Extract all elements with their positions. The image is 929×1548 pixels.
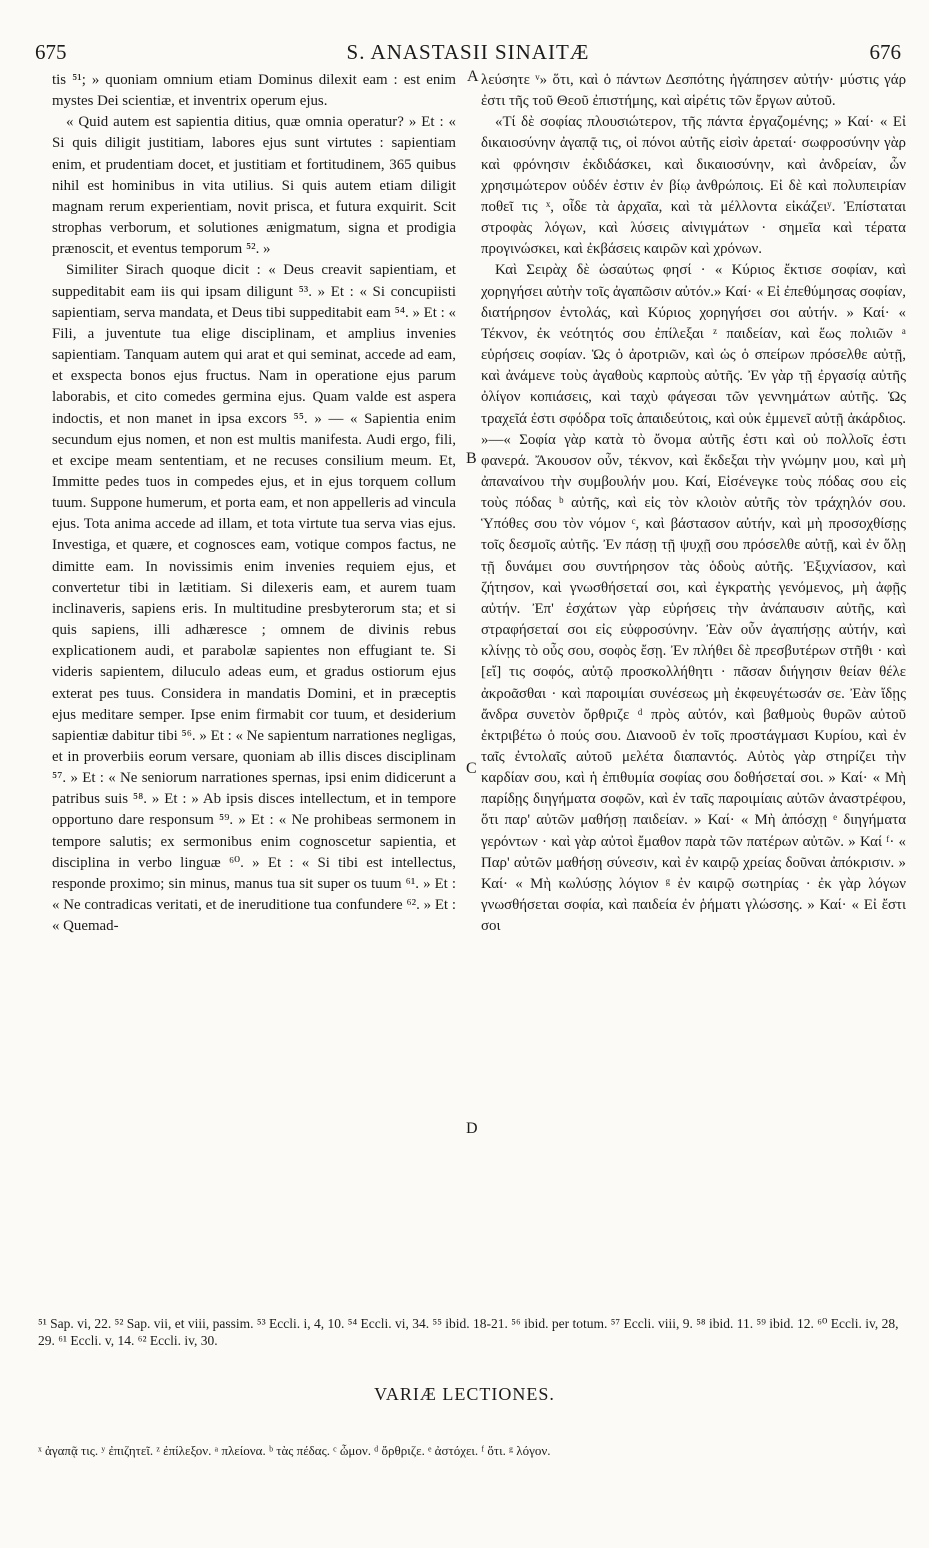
latin-paragraph: Similiter Sirach quoque dicit : « Deus creavit sapientiam, et suppeditabit eam iis qui ipsam diligunt ⁵³. » Et : « Si concupiisti sapientiam, serva mandata, et Deus tibi suppeditabit eam ⁵⁴. » Et : « Fili, a juventute tua elige disciplinam, et amplius invenies sapientiam. Tanquam autem qui arat et qui seminat, accede ad eam, et exspecta bonos ejus fructus. Nam in operatione ejus parum laborabis, et cito comedes germina ejus. Quam valde est aspera indoctis, et non manet in ipsa excors ⁵⁵. » — « Sapientia enim secundum ejus nomen, et non est multis manifesta. Audi ergo, fili, et excipe meam sententiam, et ne recuses consilium meum. Et, Immitte pedes tuos in compedes ejus, et in ejus torquem collum tuum. Suppone humerum, et porta eam, et non appelleris ad vincula ejus. Tota anima accede ad illam, et tota virtute tua serva vias ejus. Investiga, et quære, et cognosces eam, votique compos factus, ne dimitte eam. In novissimis enim invenies requiem ejus, et convertetur tibi in lætitiam. Si dilexeris eam, et aurem tuam inclinaveris, sapiens eris. In multitudine presbyterorum sta; et si quis sapiens, illi adhæresce ; omnem de divinis rebus explicationem audi, et parabolæ sapientes non effugiant te. Si videris sapientem, diluculo adeas eum, et gradus ostiorum ejus exterat pes tuus. Considera in mandatis Domini, et in præceptis ejus meditare semper. Ipse enim firmabit cor tuum, et desiderium sapientiæ dabitur tibi ⁵⁶. » Et : « Ne sapientum narrationes negligas, et in proverbiis eorum versare, quoniam ab illis disces disciplinam ⁵⁷. » Et : « Ne seniorum narrationes spernas, ipsi enim didicerunt a patribus suis ⁵⁸. » Et : » Ab ipsis disces intellectum, et in tempore opportuno dare responsum ⁵⁹. » Et : « Ne prohibeas sermonem in tempore salutis; ex sermonibus enim cognoscetur sapientia, et disciplina in verbo linguæ ⁶⁰. » Et : « Si tibi est intellectus, responde proximo; sin minus, manus tua sit super os tuum ⁶¹. » Et : « Ne contradicas veritati, et de ineruditione tua confundere ⁶². » Et : « Quemad- xyxy=(52,262,456,935)
greek-paragraph: Καὶ Σειρὰχ δὲ ὡσαύτως φησί · « Κύριος ἔκτισε σοφίαν, καὶ χορηγήσει αὐτὴν τοῖς ἀγαπῶσιν αὐτόν.» Καί· « Εἰ ἐπεθύμησας σοφίαν, διατήρησον ἐντολάς, καὶ Κύριος χορηγήσει σοι αὐτήν. » Καί· « Τέκνον, ἐκ νεότητός σου ἐπίλεξαι ᶻ παιδείαν, καὶ ἕως πολιῶν ᵃ εὑρήσεις σοφίαν. Ὡς ὁ ἀροτριῶν, καὶ ὡς ὁ σπείρων πρόσελθε αὐτῇ, καὶ ἀνάμενε τοὺς ἀγαθοὺς καρποὺς αὐτῆς. Ἐν γὰρ τῇ ἐργασίᾳ αὐτῆς ὀλίγον κοπιάσεις, καὶ ταχὺ φάγεσαι τῶν γεννημάτων αὐτῆς. Ὡς τραχεῖά ἐστι σφόδρα τοῖς ἀπαιδεύτοις, καὶ οὐκ ἐμμενεῖ αὐτῇ ἀκάρδιος. »—« Σοφία γὰρ κατὰ τὸ ὄνομα αὐτῆς ἐστι καὶ οὐ πολλοῖς ἐστι φανερά. Ἄκουσον οὖν, τέκνον, καὶ ἔκδεξαι τὴν γνώμην μου, καὶ μὴ ἀπαναίνου τὴν συμβουλήν μου. Καί, Εἰσένεγκε τοὺς πόδας σου εἰς τοὺς πόδας ᵇ αὐτῆς, καὶ εἰς τὸν κλοιὸν αὐτῆς τὸν τράχηλόν σου. Ὑπόθες σου τὸν νόμον ᶜ, καὶ βάστασον αὐτήν, καὶ μὴ προσοχθίσῃς τοῖς δεσμοῖς αὐτῆς. Ἐν πάσῃ τῇ ψυχῇ σου πρόσελθε αὐτῇ, καὶ ἐν ὅλῃ τῇ δυνάμει σου συντήρησον τὰς ὁδοὺς αὐτῆς. Ἐξιχνίασον, καὶ ζήτησον, καὶ γνωσθήσεταί σοι, καὶ ἐγκρατὴς γενόμενος, μὴ ἀφῇς αὐτήν. Ἐπ' ἐσχάτων γὰρ εὑρήσεις τὴν ἀνάπαυσιν αὐτῆς, καὶ στραφήσεταί σοι εἰς εὐφροσύνην. Ἐὰν οὖν ἀγαπήσῃς αὐτήν, καὶ κλίνῃς τὸ οὖς σου, σοφὸς ἔσῃ. Ἐν πλήθει δὲ πρεσβυτέρων στῆθι · καὶ [εἴ] τις σοφός, αὐτῷ προσκολλήθητι · πᾶσαν διήγησιν θείαν θέλε ἀκροᾶσθαι · καὶ παροιμίαι συνέσεως μὴ ἐκφευγέτωσάν σε. Ἐὰν ἴδῃς ἄνδρα συνετὸν ὄρθριζε ᵈ πρὸς αὐτόν, καὶ βαθμοὺς θυρῶν αὐτοῦ ἐκτριβέτω ὁ πούς σου. Διανοοῦ ἐν τοῖς προστάγμασι Κυρίου, καὶ ἐν ταῖς ἐντολαῖς αὐτοῦ μελέτα διαπαντός. Αὐτὸς γὰρ στηρίζει τὴν καρδίαν σου, καὶ ἡ ἐπιθυμία σοφίας σου δοθήσεταί σοι. » Καί· « Μὴ παρίδῃς διηγήματα σοφῶν, καὶ ἐν ταῖς παροιμίαις αὐτῶν ἀναστρέφου, ὅτι παρ' αὐτῶν μαθήσῃ παιδείαν. » Καί· « Μὴ ἀπόσχῃ ᵉ διηγήματα γερόντων · καὶ γὰρ αὐτοὶ ἔμαθον παρὰ τῶν πατέρων αὐτῶν. » Καί ᶠ· « Παρ' αὐτῶν μαθήσῃ σύνεσιν, καὶ ἐν καιρῷ χρείας δοῦναι ἀπόκρισιν. » Καί· « Μὴ κωλύσῃς λόγιον ᵍ ἐν καιρῷ σωτηρίας · ἐκ γὰρ λόγων γνωσθήσεται σοφία, καὶ παιδεία ἐν ῥήματι γλώσσης. » Καί· « Εἰ ἔστι σοι xyxy=(481,262,906,935)
margin-marker-d: D xyxy=(466,1120,478,1137)
latin-paragraph: « Quid autem est sapientia ditius, quæ omnia operatur? » Et : « Si quis diligit justitiam, labores ejus sunt virtutes : sapientiam enim, et prudentiam docet, et justitiam et fortitudinem, 365 quibus nihil est hominibus in vita utilius. Si quis autem etiam diligit magnam rerum experientiam, novit prisca, et futura exquirit. Scit strophas verborum, et solutiones ænigmatum, signa et prodigia prænoscit, et eventus temporum ⁵². » xyxy=(52,114,456,258)
latin-column xyxy=(52,70,456,937)
variae-lectiones: ˣ ἀγαπᾷ τις. ʸ ἐπιζητεῖ. ᶻ ἐπίλεξον. ᵃ πλείονα. ᵇ τὰς πέδας. ᶜ ὦμον. ᵈ ὄρθριζε. ᵉ ἀστόχει. ᶠ ὅτι. ᵍ λόγον. xyxy=(38,1443,551,1458)
greek-column xyxy=(481,70,906,937)
margin-marker-a: A xyxy=(467,68,479,85)
running-title: S. ANASTASII SINAITÆ xyxy=(346,40,590,64)
variae-lectiones-title: VARIÆ LECTIONES. xyxy=(374,1384,555,1404)
margin-marker-b: B xyxy=(466,450,477,467)
greek-paragraph: «Τί δὲ σοφίας πλουσιώτερον, τῆς πάντα ἐργαζομένης; » Καί· « Εἰ δικαιοσύνην ἀγαπᾷ τις, οἱ πόνοι αὐτῆς εἰσὶν ἀρεταί· σωφροσύνην γὰρ καὶ φρόνησιν ἐκδιδάσκει, καὶ δικαιοσύνην, καὶ ἀνδρείαν, ὧν χρησιμώτερον οὐδέν ἐστιν ἐν βίῳ ἀνθρώποις. Εἰ δὲ καὶ πολυπειρίαν ποθεῖ τις ˣ, οἶδε τὰ ἀρχαῖα, καὶ τὰ μέλλοντα εἰκάζειʸ. Ἐπίσταται στροφὰς λόγων, καὶ λύσεις αἰνιγμάτων · σημεῖα καὶ τέρατα προγινώσκει, καὶ ἐκβάσεις καιρῶν καὶ χρόνων. xyxy=(481,114,906,258)
margin-marker-c: C xyxy=(466,760,477,777)
footnotes: ⁵¹ Sap. vi, 22. ⁵² Sap. vii, et viii, passim. ⁵³ Eccli. i, 4, 10. ⁵⁴ Eccli. vi, 34. ⁵⁵ ibid. 18-21. ⁵⁶ ibid. per totum. ⁵⁷ Eccli. viii, 9. ⁵⁸ ibid. 11. ⁵⁹ ibid. 12. ⁶⁰ Eccli. iv, 28, 29. ⁶¹ Eccli. v, 14. ⁶² Eccli. iv, 30. xyxy=(38,1316,899,1348)
page-number-right: 676 xyxy=(869,40,901,64)
latin-paragraph: tis ⁵¹; » quoniam omnium etiam Dominus dilexit eam : est enim mystes Dei scientiæ, et inventrix operum ejus. xyxy=(52,72,456,110)
page-number-left: 675 xyxy=(35,40,67,64)
greek-paragraph: λεύσητε ᵛ» ὅτι, καὶ ὁ πάντων Δεσπότης ἠγάπησεν αὐτήν· μύστις γάρ ἐστι τῆς τοῦ Θεοῦ ἐπιστήμης, καὶ αἱρέτις τῶν ἔργων αὐτοῦ. xyxy=(481,72,906,110)
page-header xyxy=(35,40,901,64)
